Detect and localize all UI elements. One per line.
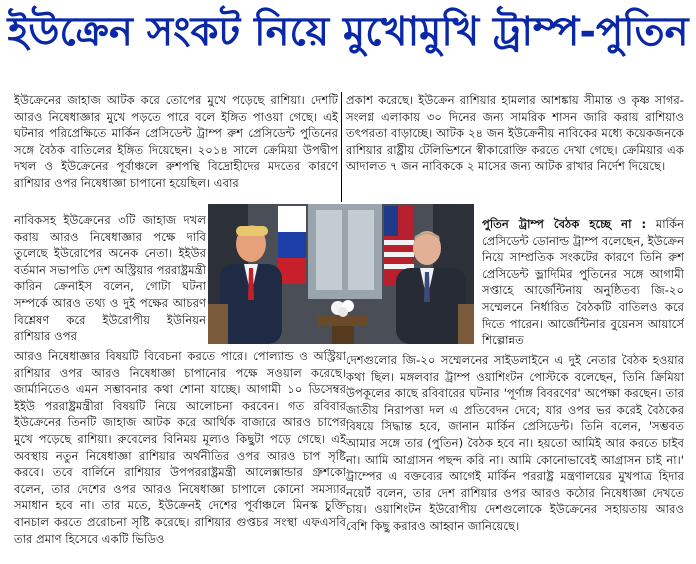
bottom-right-column (346, 352, 684, 562)
bottom-right-text: দেশগুলোর জি-২০ সম্মেলনের সাইডলাইনে এ দুই নেতার বৈঠক হওয়ার কথা ছিল। মঙ্গলবার ট্রাম্প ওয়াশিংটন পোস্টকে বলেছেন, তিনি ক্রিমিয়া উপকূলের কাছে রবিবারের ঘটনার 'পূর্ণাঙ্গ বিবরণের' অপেক্ষা করছেন। তার জাতীয় নিরাপত্তা দল এ প্রতিবেদন দেবে; যার ওপর ভর করেই বৈঠকের বিষয়ে সিদ্ধান্ত হবে, জানান মার্কিন প্রেসিডেন্ট। তিনি বলেন, 'সম্ভবত আমার সঙ্গে তার (পুতিন) বৈঠক হবে না। হয়তো আমিই আর করতে চাইব না। আমি আগ্রাসন পছন্দ করি না। আমি কোনোভাবেই আগ্রাসন চাই না।' ট্রাম্পের এ বক্তব্যের আগেই মার্কিন পররাষ্ট্র মন্ত্রণালয়ের মুখপাত্র হিদার নয়ের্ট বলেন, তার দেশ রাশিয়ার ওপর আরও কঠোর নিষেধাজ্ঞা দেখতে চায়। ওয়াশিংটন ইউরোপীয় দেশগুলোকে ইউক্রেনের সহায়তায় আরও বেশি কিছু করারও আহ্বান জানিয়েছে। (346, 353, 684, 533)
right-mid-text: মার্কিন প্রেসিডেন্ট ডোনাল্ড ট্রাম্প বলেছেন, ইউক্রেন নিয়ে সাম্প্রতিক সংকটের কারণে তিনি রুশ প্রেসিডেন্ট ভ্লাদিমির পুতিনের সঙ্গে আগামী সপ্তাহে আর্জেন্টিনায় অনুষ্ঠিতব্য জি-২০ সম্মেলনে নির্ধারিত বৈঠকটি বাতিলও করে দিতে পারেন। আর্জেন্টিনার বুয়েনস আয়ার্সে শিল্পোন্নত (482, 217, 684, 348)
divider-vertical (341, 92, 342, 202)
right-top-text: প্রকাশ করেছে। ইউক্রেন রাশিয়ার হামলার আশঙ্কায় সীমান্ত ও কৃষ্ণ সাগর-সংলগ্ন এলাকায় ৩০ দিনের জন্য সামরিক শাসন জারি করায় রাশিয়াও তৎপরতা বাড়াচ্ছে। আটক ২৪ জন ইউক্রেনীয় নাবিকের মধ্যে কয়েকজনকে রাশিয়ার রাষ্ট্রীয় টেলিভিশনে স্বীকারোক্তি করতে দেখা গেছে। ক্রেমিয়ার এক আদালত ৭ জন নাবিককে ২ মাসের জন্য আটক রাখার নির্দেশ দিয়েছে। (346, 93, 684, 174)
left-mid-text: নাবিকসহ ইউক্রেনের ৩টি জাহাজ দখল করায় আরও নিষেধাজ্ঞার পক্ষে দাবি তুলেছে ইউরোপের অনেক নেতা। ইইউর বর্তমান সভাপতি দেশ অস্ট্রিয়ার পররাষ্ট্রমন্ত্রী কারিন ক্রেনাইস বলেন, গোটা ঘটনা সম্পর্কে আরও তথ্য ও দুই পক্ষের আচরণ বিশ্লেষণ করে ইউরোপীয় ইউনিয়ন রাশিয়ার ওপর (14, 213, 206, 344)
left-column-top (14, 92, 338, 212)
news-photo (208, 204, 474, 344)
trump-putin-photo (208, 204, 474, 344)
left-top-text: ইউক্রেনের জাহাজ আটক করে তোপের মুখে পড়েছে রাশিয়া। দেশটি আরও নিষেধাজ্ঞার মুখে পড়তে পারে বলে ইঙ্গিত পাওয়া গেছে। এই ঘটনার পরিপ্রেক্ষিতে মার্কিন প্রেসিডেন্ট ট্রাম্প রুশ প্রেসিডেন্ট পুতিনের সঙ্গে বৈঠক বাতিলের ইঙ্গিত দিয়েছেন। ২০১৪ সালে ক্রেমিয়া উপদ্বীপ দখল ও ইউক্রেনের পূর্বাঞ্চলে রুশপন্থি বিদ্রোহীদের মদতের কারণে রাশিয়ার ওপর নিষেধাজ্ঞা চাপানো হয়েছিল। এবার (14, 93, 338, 190)
bottom-left-column (14, 348, 346, 558)
right-mid-paragraph (482, 216, 684, 349)
bottom-left-text: আরও নিষেধাজ্ঞার বিষয়টি বিবেচনা করতে পারে। পোল্যান্ড ও অস্ট্রিয়া রাশিয়ার ওপর আরও নিষেধাজ্ঞা চাপানোর পক্ষে সওয়াল করেছে। জার্মানিতেও এমন সম্ভাবনার কথা শোনা যাচ্ছে। আগামী ১০ ডিসেম্বর ইইউ পররাষ্ট্রমন্ত্রীরা বিষয়টি নিয়ে আলোচনা করবেন। গত রবিবার ইউক্রেনের তিনটি জাহাজ আটক করে আর্থিক বাজারে আরও চাপের মুখে পড়েছে রাশিয়া। রুবেলের বিনিময় মূল্যও কিছুটা পড়ে গেছে। এই অবস্থায় নতুন নিষেধাজ্ঞা রাশিয়ার অর্থনীতির ওপর আরও চাপ সৃষ্টি করবে। তবে বার্লিনে রাশিয়ার উপপররাষ্ট্রমন্ত্রী আলেক্সান্ডার গ্রুশকো বলেন, তার দেশের ওপর আরও নিষেধাজ্ঞা চাপালে কোনো সমস্যার সমাধান হবে না। তার মতে, ইউক্রেনই দেশের পূর্বাঞ্চলে মিনস্ক চুক্তি বানচাল করতে প্ররোচনা সৃষ্টি করেছে। রাশিয়ার গুপ্তচর সংস্থা এফএসবি তার প্রমাণ হিসেবে একটি ভিডিও (14, 349, 346, 546)
right-column-mid (482, 216, 684, 350)
left-column-mid (14, 212, 206, 346)
subheading: পুতিন ট্রাম্প বৈঠক হচ্ছে না : (482, 217, 647, 231)
headline: ইউক্রেন সংকট নিয়ে মুখোমুখি ট্রাম্প-পুতিন (7, 8, 689, 55)
right-column-top (346, 92, 684, 196)
